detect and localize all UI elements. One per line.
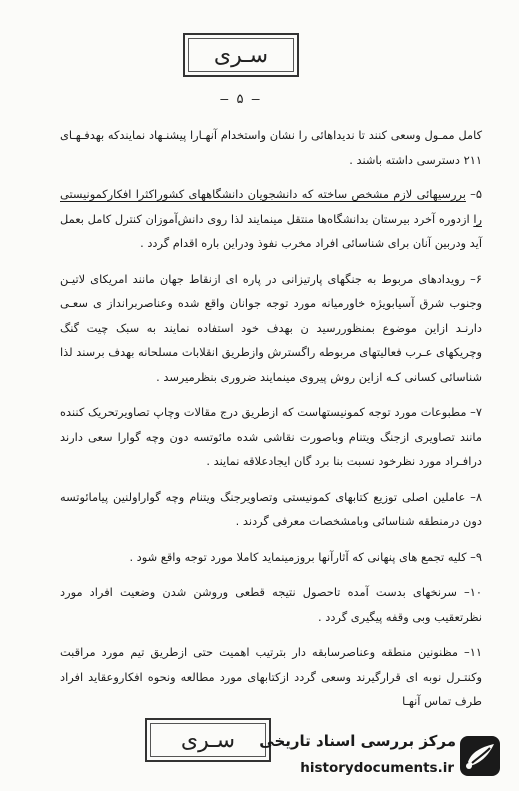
paragraph-5 [60, 182, 482, 256]
paragraph-text: ۸– عاملین اصلی توزیع کتابهای کمونیستی وتصاویرجنگ ویتنام وچه گواراولنین پیامائوتسه دون درمنطقه شناسائی وبامشخصات معرفی گردند . [60, 489, 482, 528]
paragraph-6 [60, 267, 482, 390]
paragraph-text: ۶– رویدادهای مربوط به جنگهای پارتیزانی در پاره ای ازنقاط جهان مانند امریکای لاتیـن وجنوب شرق آسیابویژه خاورمیانه مورد توجه جوانان واقع شده وعناصربرانداز ی سعـی دارنـد ازاین موضوع بمنظوررسید ن بهدف خود استفاده نمایند به سبک چیت گنگ وچریکهای عـرب فعالیتهای مربوطه راگسترش وازطریق انقلابات مسلحانه بهدف برسند لذا شناسائی کسانی کـه ازاین روش پیروی مینمایند ضروری بنظرمیرسد . [60, 271, 482, 384]
watermark-url: historydocuments.ir [300, 760, 454, 776]
page-number: – ۵ – [220, 92, 260, 107]
paragraph-text: ۱۰– سرنخهای بدست آمده تاحصول نتیجه قطعی وروشن شدن وضعیت افراد مورد نظرتعقیب وبی وقفه پیگیری گردد . [60, 585, 482, 624]
stamp-label-bottom: سـری [180, 727, 236, 753]
paragraph-number: ۵– [465, 187, 482, 201]
classification-stamp-top [183, 33, 299, 77]
paragraph-text: ۹– کلیه تجمع های پنهانی که آثارآنها بروزمینماید کاملا مورد توجه واقع شود . [129, 549, 482, 564]
paragraph-intro [60, 123, 482, 172]
archive-watermark [259, 728, 518, 788]
paragraph-7 [60, 400, 482, 474]
paragraph-8 [60, 485, 482, 534]
classification-stamp-bottom [145, 718, 271, 762]
scroll-archive-icon [456, 732, 504, 780]
paragraph-text: ۱۱– مظنونین منطقه وعناصرسابقه دار بترتیب اهمیت حتی ازطریق تیم مورد مراقبت وکنتـرل نوبه ای قرارگیرند وسعی گردد ازکتابهای مورد مطالعه ونحوه افکاروعقاید افراد طرف تماس آنهـا [60, 645, 482, 708]
paragraph-10 [60, 580, 482, 629]
document-body [60, 123, 482, 725]
paragraph-text: ازدوره آخرد بیرستان بدانشگاه‌ها منتقل مینمایند لذا روی دانش‌آموزان کنترل کامل بعمل آید ودربین آنان برای شناسائی افراد مخرب نفوذ ودراین باره اقدام گردد . [60, 211, 482, 250]
paragraph-text: ۷– مطبوعات مورد توجه کمونیستهاست که ازطریق درج مقالات وچاپ تصاویرتحریک کننده مانند تصاویری ازجنگ ویتنام وباصورت نقاشی شده مائوتسه دون وچه گوارا سعی دارند درافـراد مورد نظرخود نسبت بنا برد گان ایجادعلاقه نمایند . [60, 405, 482, 468]
underlined-text: بررسیهائی لازم مشخص ساخته که دانشجویان دانشگاههای کشوراکثرا افکارکمونیستی را [60, 187, 482, 226]
paragraph-text: کامل ممـول وسعی کنند تا ندیداهائی را نشان واستخدام آنهـارا پیشنـهاد نمایندکه بهدفـهـای ۲۱۱ دسترسی داشته باشند . [60, 128, 482, 167]
stamp-label-top: سـری [213, 42, 269, 68]
watermark-title: مرکز بررسی اسناد تاریخی [259, 732, 456, 750]
paragraph-11 [60, 640, 482, 714]
paragraph-9 [60, 545, 482, 570]
